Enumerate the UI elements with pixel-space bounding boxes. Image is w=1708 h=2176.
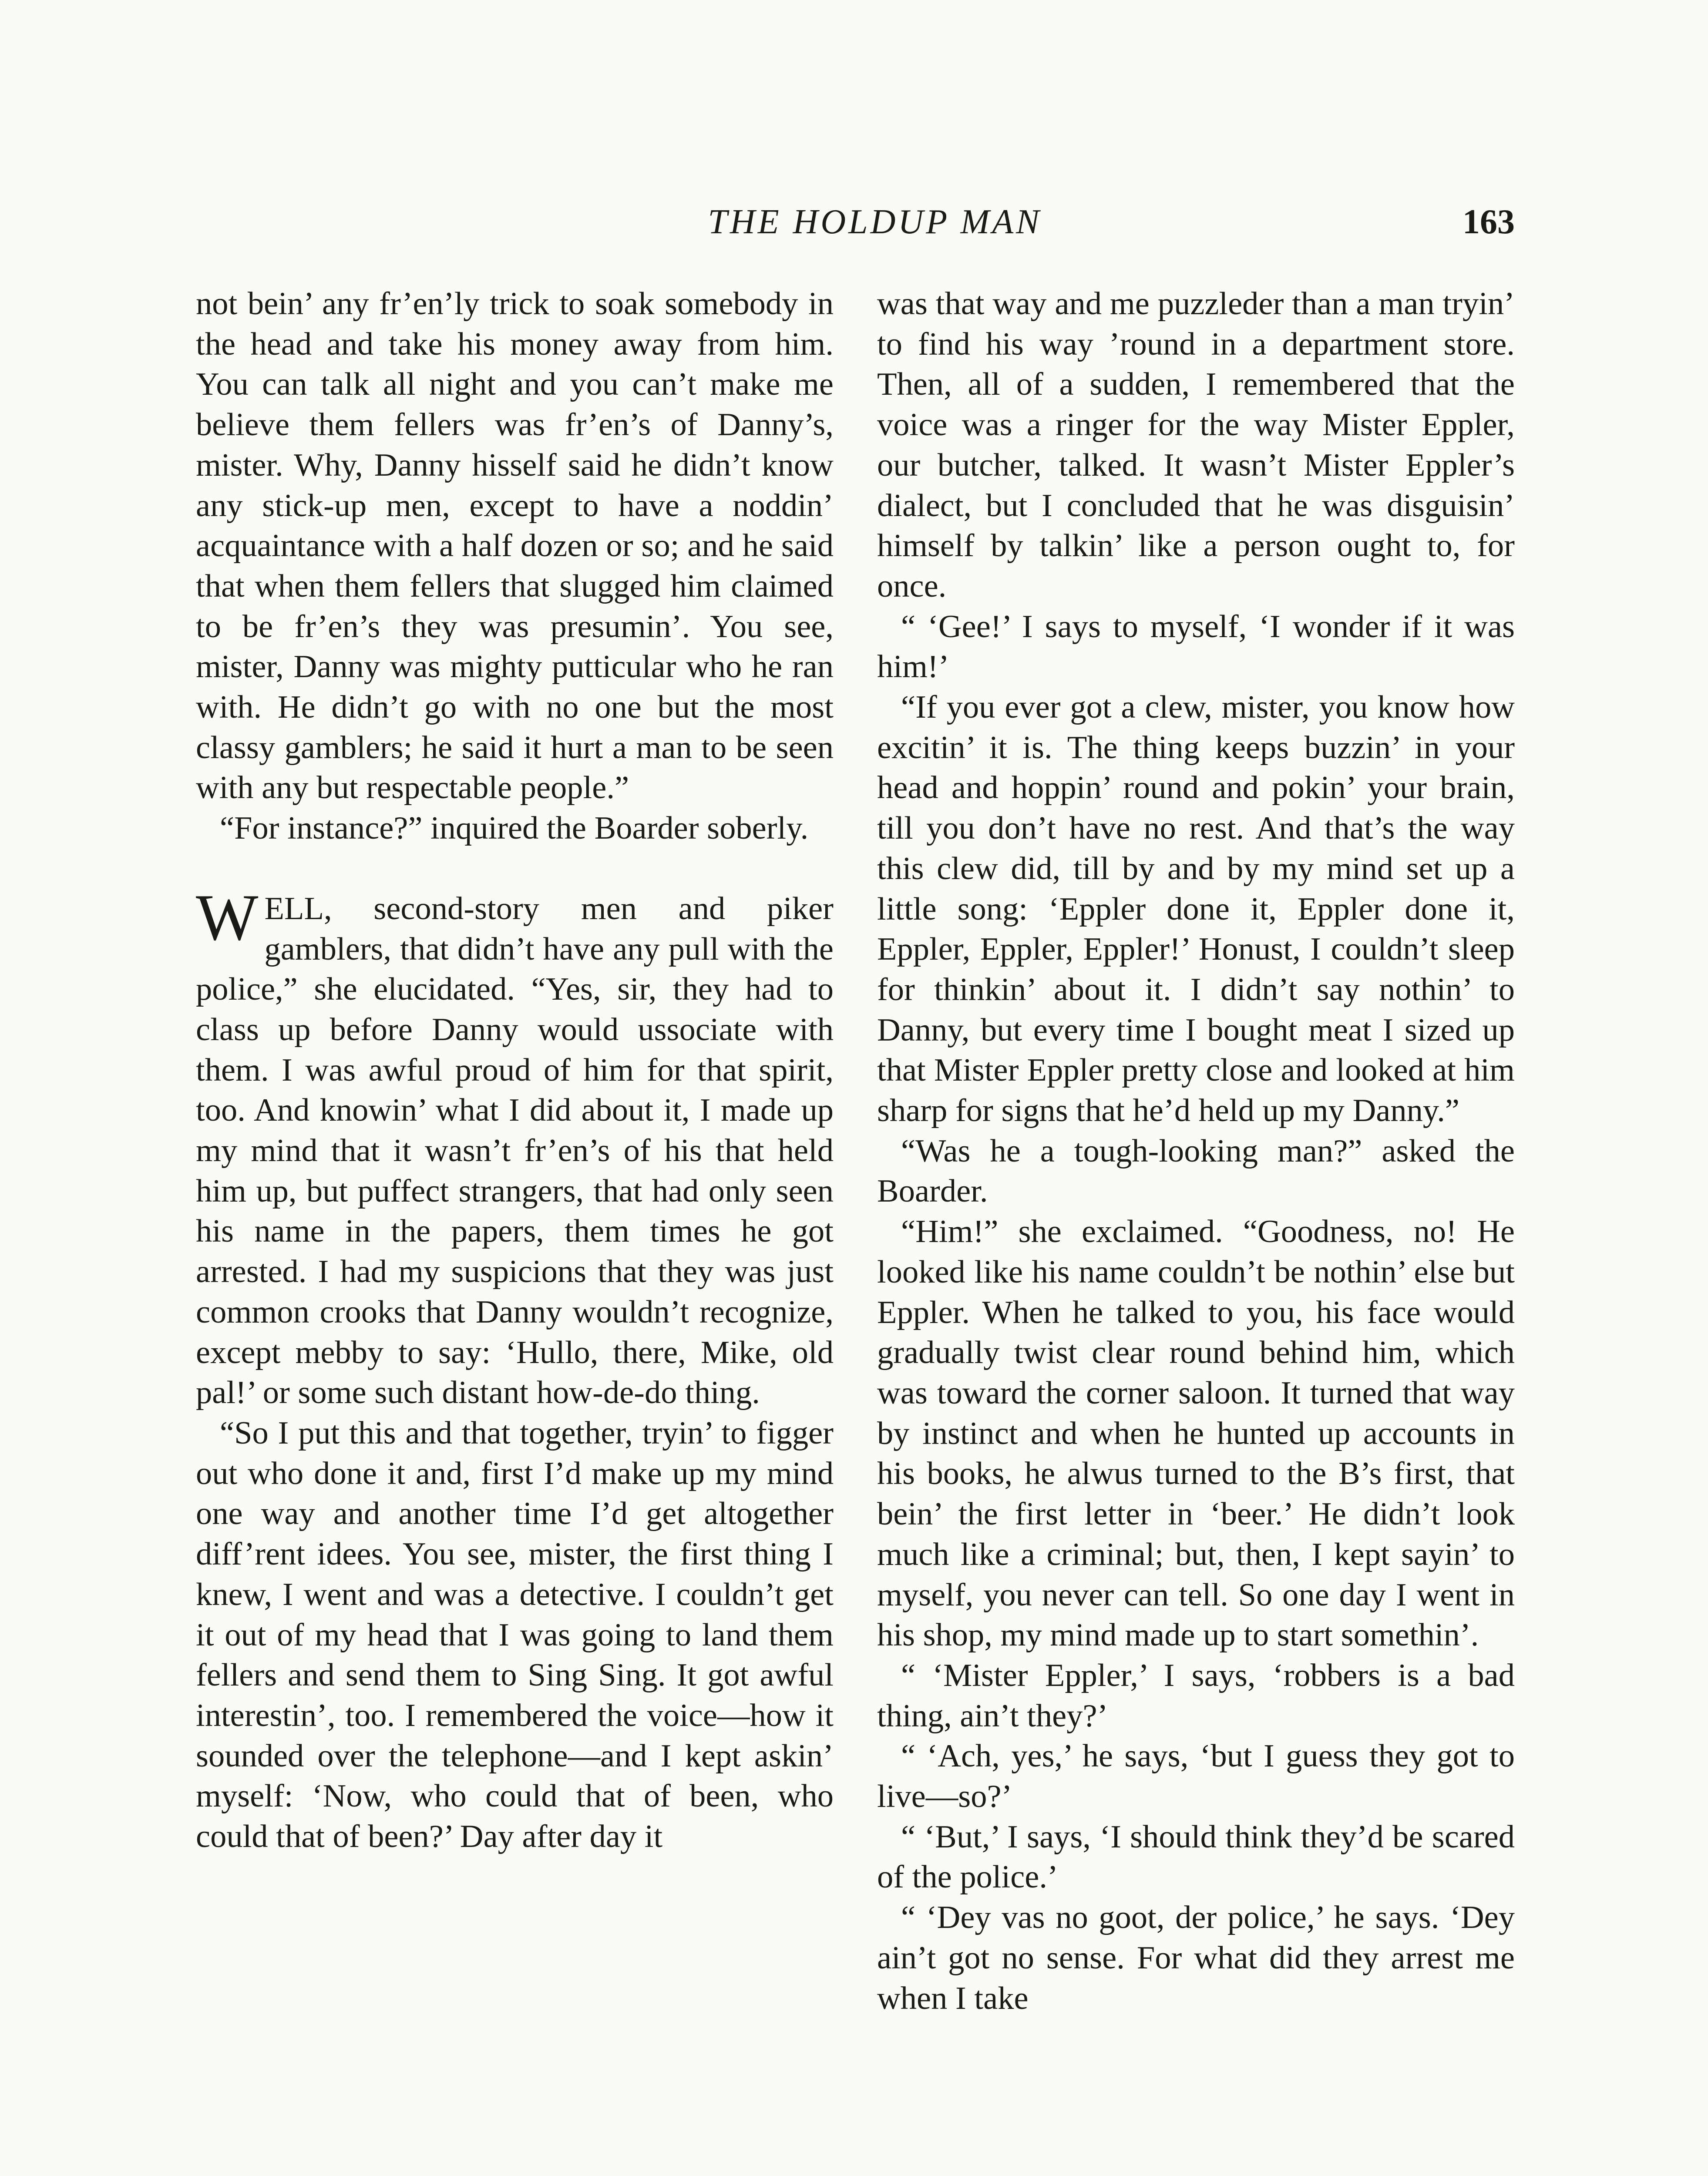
paragraph: “For instance?” inquired the Boarder soberly. xyxy=(220,810,809,846)
text-column-left xyxy=(196,284,834,1857)
paragraph: “So I put this and that together, tryin’ to figger out who done it and, first I’d make up my mind one way and another time I’d get altogether diff’rent idees. You see, mister, the first thing I knew, I went and was a detective. I couldn’t get it out of my head that I was going to land them fellers and send them to Sing Sing. It got awful interestin’, too. I remembered the voice—how it sounded over the telephone—and I kept askin’ myself: ‘Now, who could that of been, who could that of been?’ Day after day it xyxy=(196,1415,834,1855)
running-title: THE HOLDUP MAN xyxy=(708,203,1042,241)
paragraph: was that way and me puzzleder than a man tryin’ to find his way ’round in a department store. Then, all of a sudden, I remembered that the voice was a ringer for the way Mister Eppler, our butcher, talked. It wasn’t Mister Eppler’s dialect, but I concluded that he was disguisin’ himself by talkin’ like a person ought to, for once. xyxy=(877,286,1515,604)
paragraph: “If you ever got a clew, mister, you know how excitin’ it is. The thing keeps buzzin’ in your head and hoppin’ round and pokin’ your brain, till you don’t have no rest. And that’s the way this clew did, till by and by my mind set up a little song: ‘Eppler done it, Eppler done it, Eppler, Eppler, Eppler!’ Honust, I couldn’t sleep for thinkin’ about it. I didn’t say nothin’ to Danny, but every time I bought meat I sized up that Mister Eppler pretty close and looked at him sharp for signs that he’d held up my Danny.” xyxy=(877,689,1515,1129)
page-number: 163 xyxy=(1463,203,1515,241)
paragraph: “ ‘Mister Eppler,’ I says, ‘robbers is a bad thing, ain’t they?’ xyxy=(877,1657,1515,1734)
paragraph: “ ‘Gee!’ I says to myself, ‘I wonder if it was him!’ xyxy=(877,608,1515,685)
paragraph: “ ‘Ach, yes,’ he says, ‘but I guess they got to live—so?’ xyxy=(877,1738,1515,1815)
paragraph-dropcap xyxy=(196,880,834,1413)
section-break xyxy=(196,849,834,889)
paragraph: “ ‘But,’ I says, ‘I should think they’d be scared of the police.’ xyxy=(877,1819,1515,1895)
paragraph-text: ELL, second-story men and piker gamblers, that didn’t have any pull with the police,” she elucidated. “Yes, sir, they had to class up before Danny would ussociate with them. I was awful proud of him for that spirit, too. And knowin’ what I did about it, I made up my mind that it wasn’t fr’en’s of his that held him up, but puffect strangers, that had only seen his name in the papers, them times he got arrested. I had my suspicions that they was just common crooks that Danny wouldn’t recognize, except mebby to say: ‘Hullo, there, Mike, old pal!’ or some such distant how-de-do thing. xyxy=(196,890,834,1411)
paragraph: “ ‘Dey vas no goot, der police,’ he says. ‘Dey ain’t got no sense. For what did they arrest me when I take xyxy=(877,1900,1515,2016)
paragraph: “Him!” she exclaimed. “Goodness, no! He looked like his name couldn’t be nothin’ else but Eppler. When he talked to you, his face would gradually twist clear round behind him, which was toward the corner saloon. It turned that way by instinct and when he hunted up accounts in his books, he alwus turned to the B’s first, that bein’ the first letter in ‘beer.’ He didn’t look much like a criminal; but, then, I kept sayin’ to myself, you never can tell. So one day I went in his shop, my mind made up to start somethin’. xyxy=(877,1214,1515,1653)
text-column-right xyxy=(877,284,1515,2018)
running-header xyxy=(196,198,1515,246)
paragraph: not bein’ any fr’en’ly trick to soak somebody in the head and take his money away from him. You can talk all night and you can’t make me believe them fellers was fr’en’s of Danny’s, mister. Why, Danny hisself said he didn’t know any stick-up men, except to have a noddin’ acquaintance with a half dozen or so; and he said that when them fellers that slugged him claimed to be fr’en’s they was presumin’. You see, mister, Danny was mighty putticular who he ran with. He didn’t go with no one but the most classy gamblers; he said it hurt a man to be seen with any but respectable people.” xyxy=(196,286,834,806)
drop-cap: W xyxy=(196,880,259,954)
paragraph: “Was he a tough-looking man?” asked the Boarder. xyxy=(877,1133,1515,1209)
